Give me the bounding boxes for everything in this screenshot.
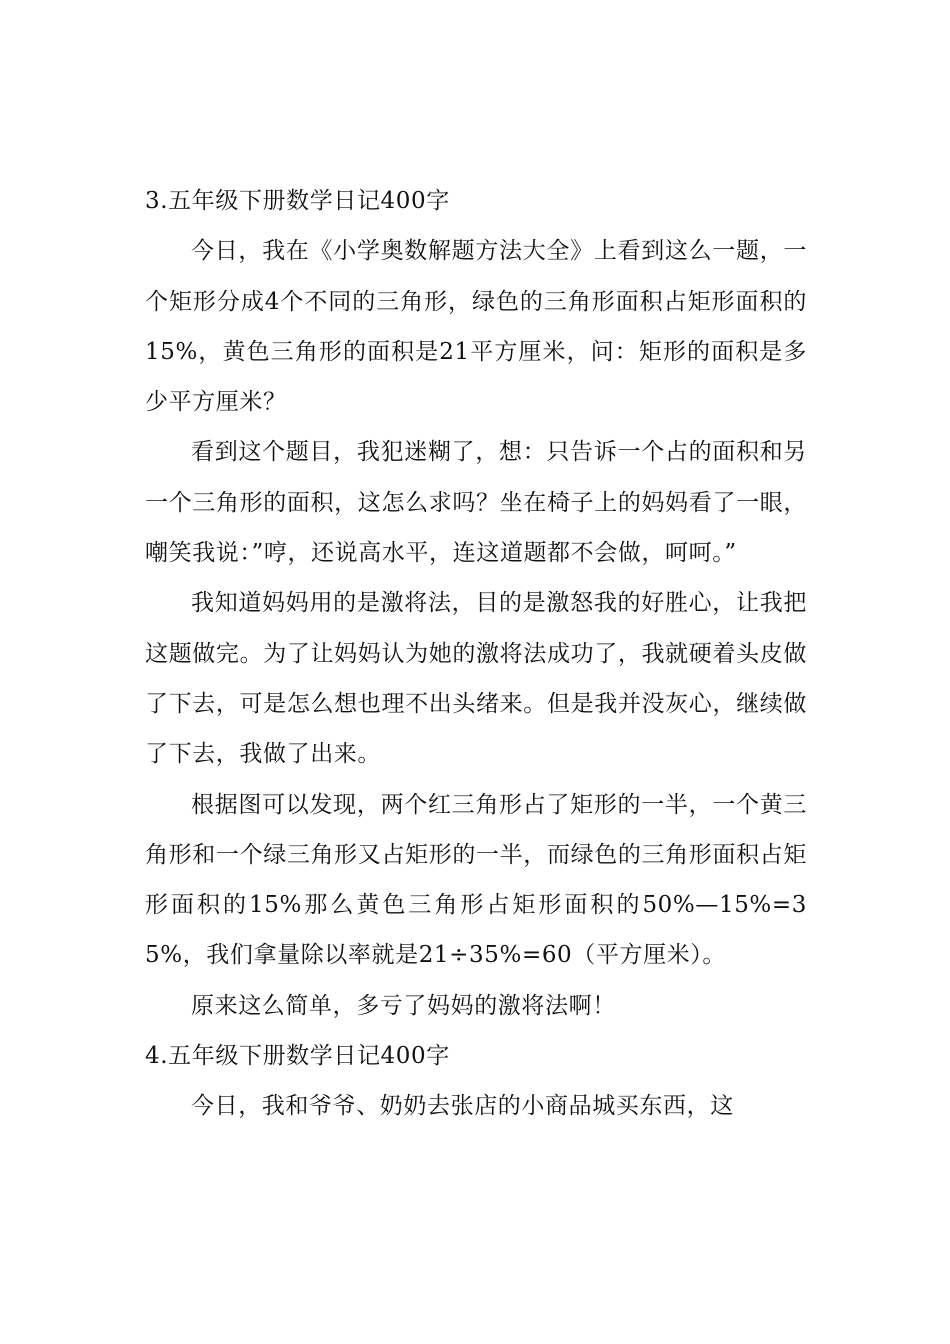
paragraph: 我知道妈妈用的是激将法，目的是激怒我的好胜心，让我把这题做完。为了让妈妈认为她的激将法成功了，我就硬着头皮做了下去，可是怎么想也理不出头绪来。但是我并没灰心，继续做了下去，我做了出来。 (145, 590, 807, 768)
paragraph: 看到这个题目，我犯迷糊了，想：只告诉一个占的面积和另一个三角形的面积，这怎么求吗？坐在椅子上的妈妈看了一眼，嘲笑我说：”哼，还说高水平，连这道题都不会做，呵呵。” (145, 439, 807, 567)
paragraph: 今日，我和爷爷、奶奶去张店的小商品城买东西，这 (191, 1093, 734, 1120)
section-heading-4: 4.五年级下册数学日记400字 (145, 1043, 450, 1070)
paragraph: 根据图可以发现，两个红三角形占了矩形的一半，一个黄三角形和一个绿三角形又占矩形的一半，而绿色的三角形面积占矩形面积的15%那么黄色三角形占矩形面积的50%—15%=35%，我们拿量除以率就是21÷35%=60（平方厘米）。 (145, 791, 807, 969)
paragraph: 今日，我在《小学奥数解题方法大全》上看到这么一题，一个矩形分成4个不同的三角形，绿色的三角形面积占矩形面积的15%，黄色三角形的面积是21平方厘米，问：矩形的面积是多少平方厘米？ (145, 238, 807, 416)
document-body (145, 176, 807, 1132)
paragraph: 原来这么简单，多亏了妈妈的激将法啊！ (191, 992, 616, 1019)
section-heading-3: 3.五年级下册数学日记400字 (145, 188, 450, 214)
